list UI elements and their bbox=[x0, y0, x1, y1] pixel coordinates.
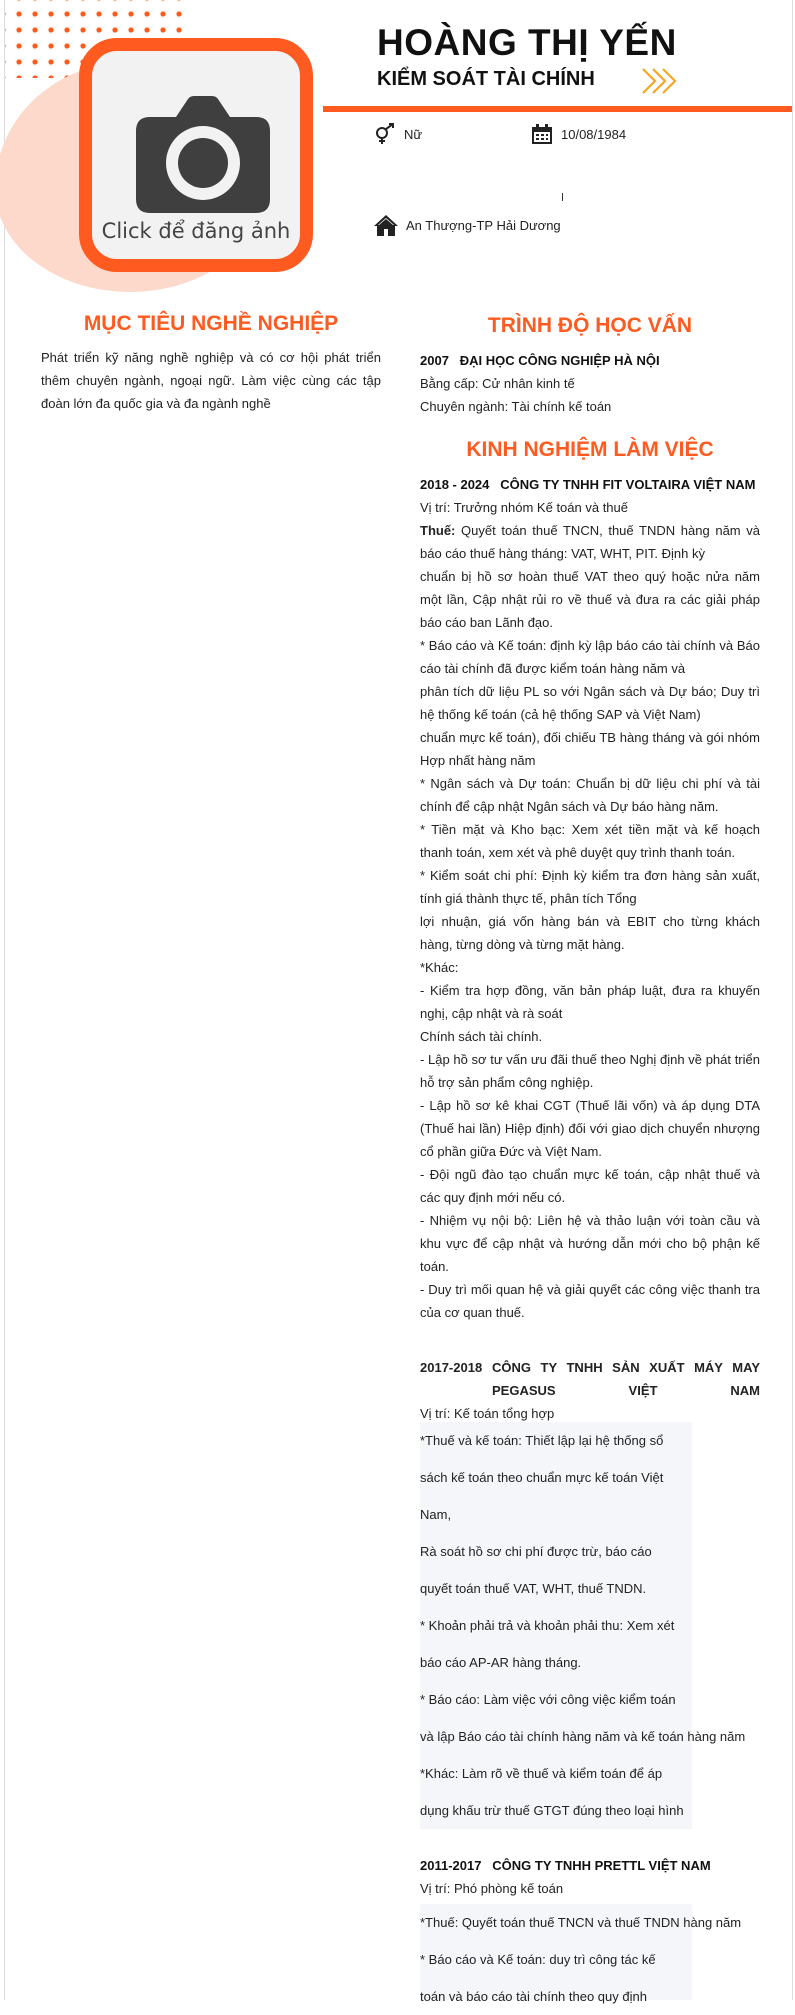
job-3-period: 2011-2017 bbox=[420, 1858, 482, 1873]
candidate-name: HOÀNG THỊ YẾN bbox=[377, 22, 677, 63]
job-2-line: và lập Báo cáo tài chính hàng năm và kế toán hàng năm bbox=[420, 1729, 746, 1744]
gender-icon bbox=[374, 124, 396, 144]
job-2-line: quyết toán thuế VAT, WHT, thuế TNDN. bbox=[420, 1581, 647, 1596]
job-2-line: * Khoản phải trả và khoản phải thu: Xem xét bbox=[420, 1618, 675, 1633]
job-3-role: Vị trí: Phó phòng kế toán bbox=[420, 1881, 564, 1896]
job-1-line: Quyết toán thuế TNCN, thuế TNDN hàng năm và báo cáo thuế hàng tháng: VAT, WHT, PIT. Định kỳ bbox=[420, 523, 760, 561]
job-2-line: *Khác: Làm rõ về thuế và kiểm toán để áp bbox=[420, 1766, 663, 1781]
objective-text: Phát triển kỹ năng nghề nghiệp và có cơ hội phát triển thêm chuyên ngành, ngoại ngữ. Làm việc cùng các tập đoàn lớn đa quốc gia và đa ngành nghề bbox=[41, 350, 381, 411]
job-3-description bbox=[420, 1904, 742, 2004]
job-1-line: - Lập hồ sơ kê khai CGT (Thuế lãi vốn) và áp dụng DTA (Thuế hai lần) Hiệp định) đối với giao dịch chuyển nhượng cổ phần giữa Đức và Việt Nam. bbox=[420, 1098, 760, 1159]
job-1-line: Chính sách tài chính. bbox=[420, 1029, 543, 1044]
objective-title: MỤC TIÊU NGHỀ NGHIỆP bbox=[83, 312, 339, 335]
camera-icon bbox=[136, 95, 270, 213]
job-2-line: sách kế toán theo chuẩn mực kế toán Việt bbox=[420, 1470, 664, 1485]
job-3-line: toán và báo cáo tài chính theo quy định bbox=[420, 1989, 647, 2004]
job-2-period: 2017-2018 bbox=[420, 1360, 483, 1375]
job-2-company: CÔNG TY TNHH SẢN XUẤT MÁY MAY PEGASUS VIỆT NAM bbox=[492, 1360, 760, 1398]
education-title: TRÌNH ĐỘ HỌC VẤN bbox=[487, 314, 693, 337]
job-1-header bbox=[420, 473, 760, 496]
job-3-line: *Thuế: Quyết toán thuế TNCN và thuế TNDN hàng năm bbox=[420, 1915, 742, 1930]
job-2 bbox=[420, 1356, 760, 1425]
address-info bbox=[374, 214, 561, 236]
job-1-line: - Kiểm tra hợp đồng, văn bản pháp luật, đưa ra khuyến nghị, cập nhật và rà soát bbox=[420, 983, 760, 1021]
job-2-line: dụng khấu trừ thuế GTGT đúng theo loại hình bbox=[420, 1803, 684, 1818]
job-2-line: Nam, bbox=[420, 1507, 452, 1522]
job-3 bbox=[420, 1854, 760, 1900]
job-1-line: chuẩn mực kế toán), đối chiếu TB hàng tháng và gói nhóm Hợp nhất hàng năm bbox=[420, 730, 760, 768]
job-3-header bbox=[420, 1854, 760, 1877]
education-block bbox=[420, 349, 760, 418]
calendar-icon bbox=[531, 124, 553, 144]
job-1-line: - Nhiệm vụ nội bộ: Liên hệ và thảo luận với toàn cầu và khu vực để cập nhật và hướng dẫn mới cho bộ phận kế toán. bbox=[420, 1213, 760, 1274]
header-divider bbox=[323, 106, 792, 112]
job-1-description bbox=[420, 519, 760, 1324]
job-1 bbox=[420, 473, 760, 1324]
photo-upload[interactable] bbox=[79, 38, 313, 272]
job-1-line: * Tiền mặt và Kho bạc: Xem xét tiền mặt và kế hoạch thanh toán, xem xét và phê duyệt quy trình thanh toán. bbox=[420, 822, 760, 860]
job-2-line: * Báo cáo: Làm việc với công việc kiểm toán bbox=[420, 1692, 676, 1707]
education-school: ĐẠI HỌC CÔNG NGHIỆP HÀ NỘI bbox=[459, 353, 660, 368]
candidate-position: KIỂM SOÁT TÀI CHÍNH bbox=[377, 68, 595, 90]
job-1-line: - Lập hồ sơ tư vấn ưu đãi thuế theo Nghị định về phát triển hỗ trợ sản phẩm công nghiệp. bbox=[420, 1052, 760, 1090]
photo-upload-label[interactable]: Click để đăng ảnh bbox=[101, 219, 291, 243]
address-value: An Thượng-TP Hải Dương bbox=[406, 217, 561, 233]
cv-page bbox=[4, 0, 793, 2004]
job-1-line: - Duy trì mối quan hệ và giải quyết các công việc thanh tra của cơ quan thuế. bbox=[420, 1282, 760, 1320]
education-year: 2007 bbox=[420, 353, 449, 368]
dob-value: 10/08/1984 bbox=[561, 126, 627, 142]
job-1-line: * Ngân sách và Dự toán: Chuẩn bị dữ liệu chi phí và tài chính để cập nhật Ngân sách và Dự báo hàng năm. bbox=[420, 776, 760, 814]
job-1-company: CÔNG TY TNHH FIT VOLTAIRA VIỆT NAM bbox=[500, 477, 756, 492]
job-2-line: Rà soát hồ sơ chi phí được trừ, báo cáo bbox=[420, 1544, 652, 1559]
job-3-company: CÔNG TY TNHH PRETTL VIỆT NAM bbox=[492, 1858, 711, 1873]
job-2-role: Vị trí: Kế toán tổng hợp bbox=[420, 1406, 555, 1421]
education-major: Chuyên ngành: Tài chính kế toán bbox=[420, 399, 612, 414]
divider-tick bbox=[562, 193, 563, 201]
gender-value: Nữ bbox=[404, 126, 423, 142]
job-1-role: Vị trí: Trưởng nhóm Kế toán và thuế bbox=[420, 500, 628, 515]
home-icon bbox=[374, 214, 398, 236]
job-1-period: 2018 - 2024 bbox=[420, 477, 490, 492]
job-2-line: báo cáo AP-AR hàng tháng. bbox=[420, 1655, 582, 1670]
job-1-line: lợi nhuận, giá vốn hàng bán và EBIT cho từng khách hàng, từng dòng và từng mặt hàng. bbox=[420, 914, 760, 952]
education-header bbox=[420, 349, 760, 372]
job-1-line: phân tích dữ liệu PL so với Ngân sách và Dự báo; Duy trì hệ thống kế toán (cả hệ thống SAP và Việt Nam) bbox=[420, 684, 760, 722]
job-1-line: *Khác: bbox=[420, 960, 459, 975]
job-1-line: * Kiểm soát chi phí: Định kỳ kiểm tra đơn hàng sản xuất, tính giá thành thực tế, phân tích Tổng bbox=[420, 868, 760, 906]
job-1-line: chuẩn bị hồ sơ hoàn thuế VAT theo quý hoặc nửa năm một lần, Cập nhật rủi ro về thuế và đưa ra các giải pháp báo cáo ban Lãnh đạo. bbox=[420, 569, 760, 630]
job-1-tax-label: Thuế: bbox=[420, 523, 456, 538]
job-2-description bbox=[420, 1422, 746, 1829]
job-2-line: *Thuế và kế toán: Thiết lập lại hệ thống sổ bbox=[420, 1433, 664, 1448]
job-2-header bbox=[420, 1356, 760, 1402]
education-degree: Bằng cấp: Cử nhân kinh tế bbox=[420, 376, 575, 391]
dob-info bbox=[531, 124, 626, 144]
gender-info bbox=[374, 124, 422, 144]
job-3-line: * Báo cáo và Kế toán: duy trì công tác kế bbox=[420, 1952, 656, 1967]
chevrons-icon bbox=[641, 66, 681, 96]
job-1-line: * Báo cáo và Kế toán: định kỳ lập báo cáo tài chính và Báo cáo tài chính đã được kiểm toán hàng năm và bbox=[420, 638, 760, 676]
experience-title: KINH NGHIỆM LÀM VIỆC bbox=[466, 438, 714, 461]
job-1-line: - Đội ngũ đào tạo chuẩn mực kế toán, cập nhật thuế và các quy định mới nếu có. bbox=[420, 1167, 760, 1205]
